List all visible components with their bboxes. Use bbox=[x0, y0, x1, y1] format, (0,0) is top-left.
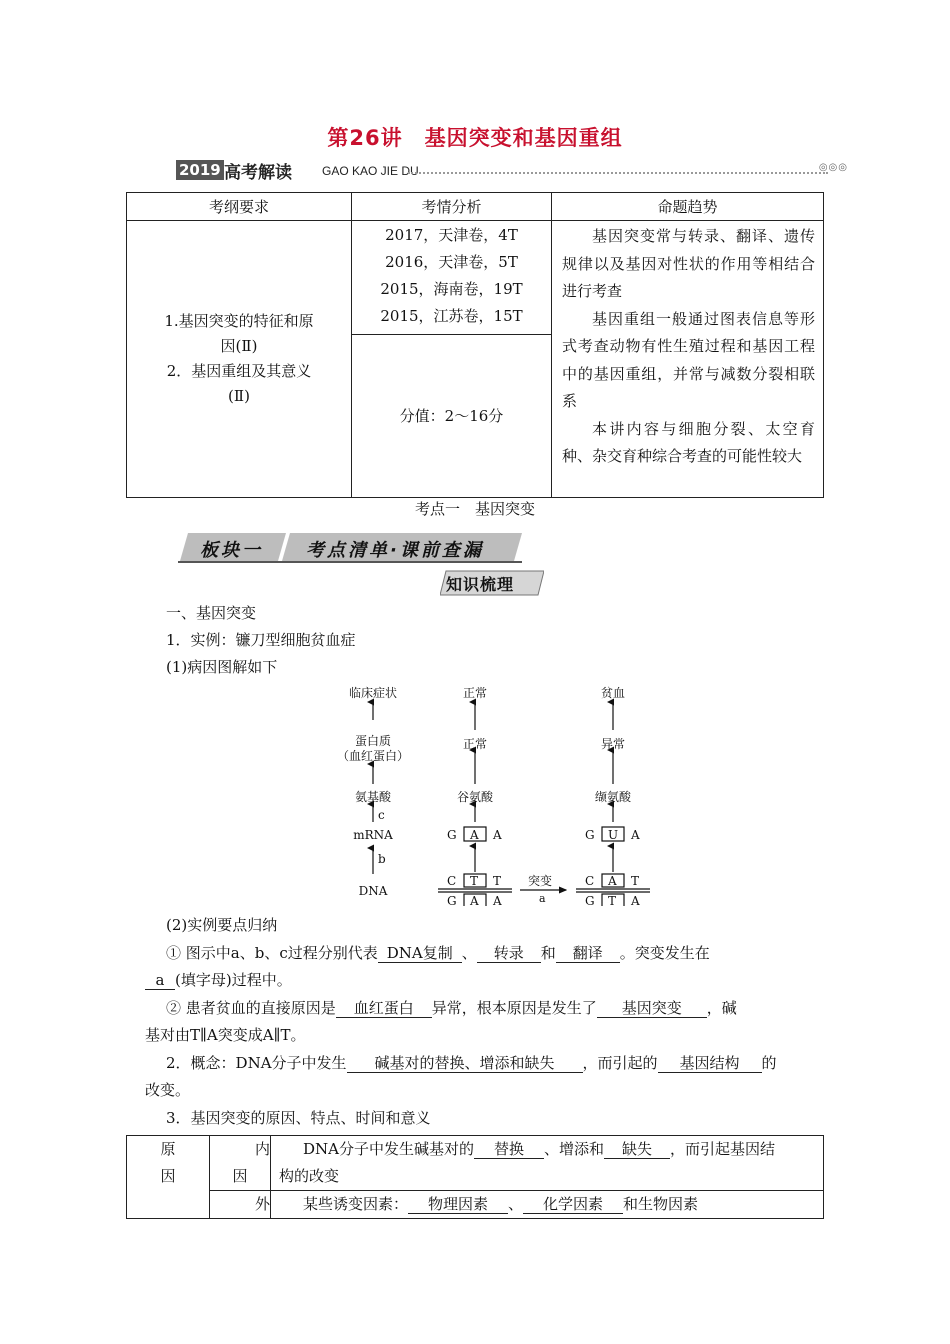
requirement-line: 因(Ⅱ) bbox=[220, 337, 258, 355]
base-letter: T bbox=[470, 874, 479, 888]
banner-pinyin: GAO KAO JIE DU bbox=[322, 164, 419, 178]
answer-blank: a bbox=[145, 972, 175, 990]
base-letter: G bbox=[447, 828, 457, 842]
trend-paragraph: 基因突变常与转录、翻译、遗传规律以及基因对性状的作用等相结合进行考查 bbox=[562, 227, 815, 300]
mutation-process-label: a bbox=[539, 892, 546, 905]
point-1-text: ① 图示中a、b、c过程分别代表 bbox=[166, 944, 378, 962]
header-trends: 命题趋势 bbox=[552, 193, 824, 221]
diagram-label: 正常 bbox=[462, 737, 487, 751]
banner-dotted-line bbox=[408, 172, 828, 174]
base-letter: T bbox=[608, 894, 617, 908]
inner-text: DNA分子中发生碱基对的 bbox=[303, 1140, 474, 1158]
point-2-text: 异常，根本原因是发生了 bbox=[431, 999, 597, 1017]
mutation-label: 突变 bbox=[528, 874, 553, 888]
outer-text: 、 bbox=[508, 1195, 524, 1213]
kaodian-heading: 考点一 基因突变 bbox=[414, 500, 535, 518]
diagram-label: （血红蛋白） bbox=[336, 749, 409, 763]
section-banner-left: 板块一 bbox=[200, 540, 263, 561]
separator: 、 bbox=[461, 944, 477, 962]
base-letter: T bbox=[493, 874, 502, 888]
outer-label-cell: 外 bbox=[210, 1191, 271, 1219]
point-1 bbox=[166, 940, 710, 967]
answer-blank: 碱基对的替换、增添和缺失 bbox=[347, 1055, 583, 1073]
diagram-label: 蛋白质 bbox=[354, 734, 391, 748]
base-letter: A bbox=[470, 894, 479, 908]
base-letter: A bbox=[493, 828, 502, 842]
trend-paragraph: 基因重组一般通过图表信息等形式考查动物有性生殖过程和基因工程中的基因重组，并常与减数分裂相联系 bbox=[562, 309, 815, 410]
concept-text: 的 bbox=[761, 1054, 777, 1072]
section-banner bbox=[178, 531, 522, 563]
diagram-label: mRNA bbox=[353, 828, 393, 842]
exam-overview-table bbox=[126, 192, 824, 498]
base-letter: C bbox=[585, 874, 595, 888]
base-letter: G bbox=[447, 894, 457, 908]
base-letter: A bbox=[493, 894, 502, 908]
outer-text: 和生物因素 bbox=[623, 1195, 699, 1213]
heading-gene-mutation: 一、基因突变 bbox=[166, 604, 257, 622]
sub-key-points: (2)实例要点归纳 bbox=[166, 916, 278, 934]
diagram-process-label: c bbox=[378, 808, 385, 822]
diagram-process-label: b bbox=[378, 852, 386, 866]
page-title: 第26讲 基因突变和基因重组 bbox=[327, 126, 623, 150]
pathogenesis-diagram bbox=[330, 680, 660, 906]
inner-text: 构的改变 bbox=[279, 1167, 340, 1185]
diagram-label: 贫血 bbox=[600, 686, 625, 700]
requirements-cell bbox=[127, 221, 352, 498]
answer-blank: 缺失 bbox=[604, 1141, 670, 1159]
concept-text: 2．概念：DNA分子中发生 bbox=[166, 1054, 347, 1072]
answer-blank: 化学因素 bbox=[523, 1196, 623, 1214]
banner-year: 2019 bbox=[176, 160, 224, 180]
point-2-text: ② 患者贫血的直接原因是 bbox=[166, 999, 336, 1017]
header-requirements: 考纲要求 bbox=[127, 193, 352, 221]
trends-cell bbox=[552, 221, 824, 498]
requirement-line: (Ⅱ) bbox=[228, 387, 250, 405]
banner-title: 高考解读 bbox=[224, 163, 292, 183]
item-3-heading: 3．基因突变的原因、特点、时间和意义 bbox=[166, 1109, 431, 1127]
separator: 和 bbox=[540, 944, 556, 962]
base-letter: C bbox=[447, 874, 457, 888]
point-2-text: ，碱 bbox=[706, 999, 737, 1017]
gaokao-banner bbox=[176, 158, 848, 182]
base-letter: A bbox=[631, 828, 640, 842]
base-letter: G bbox=[585, 828, 595, 842]
outer-text: 某些诱变因素： bbox=[303, 1195, 409, 1213]
analysis-line: 2015，江苏卷，15T bbox=[380, 307, 523, 325]
analysis-line: 2015，海南卷，19T bbox=[380, 280, 523, 298]
point-2-line2: 基对由T∥A突变成A∥T。 bbox=[145, 1026, 306, 1044]
answer-blank: 替换 bbox=[474, 1141, 544, 1159]
trend-paragraph: 本讲内容与细胞分裂、太空育种、杂交育种综合考查的可能性较大 bbox=[562, 419, 815, 465]
score-cell: 分值：2～16分 bbox=[352, 335, 552, 498]
inner-label-cell bbox=[210, 1136, 271, 1191]
diagram-label: 氨基酸 bbox=[354, 790, 391, 804]
answer-blank: 血红蛋白 bbox=[336, 1000, 432, 1018]
point-1-text: 。突变发生在 bbox=[619, 944, 710, 962]
cause-label-cell bbox=[127, 1136, 210, 1219]
mutation-cause-table bbox=[126, 1135, 824, 1219]
answer-blank: 转录 bbox=[477, 945, 541, 963]
answer-blank: DNA复制 bbox=[378, 945, 462, 963]
knowledge-label: 知识梳理 bbox=[446, 575, 515, 594]
base-letter: A bbox=[631, 894, 640, 908]
diagram-label: DNA bbox=[358, 884, 388, 898]
concept-line2: 改变。 bbox=[145, 1081, 191, 1099]
diagram-label: 缬氨酸 bbox=[594, 790, 631, 804]
requirement-line: 1.基因突变的特征和原 bbox=[164, 312, 314, 330]
cause-label: 原 bbox=[160, 1140, 176, 1158]
outer-cause-cell bbox=[271, 1191, 824, 1219]
answer-blank: 基因突变 bbox=[597, 1000, 707, 1018]
header-analysis: 考情分析 bbox=[352, 193, 552, 221]
inner-label: 因 bbox=[232, 1167, 248, 1185]
analysis-cell bbox=[352, 221, 552, 335]
diagram-label: 正常 bbox=[462, 686, 487, 700]
point-1-text: (填字母)过程中。 bbox=[175, 971, 292, 989]
point-2 bbox=[166, 995, 737, 1022]
answer-blank: 物理因素 bbox=[408, 1196, 508, 1214]
banner-circles-icon: ◎◎◎ bbox=[818, 162, 848, 173]
cause-label: 因 bbox=[160, 1167, 176, 1185]
section-banner-right: 考点清单·课前查漏 bbox=[306, 540, 484, 561]
answer-blank: 翻译 bbox=[556, 945, 620, 963]
base-letter: A bbox=[608, 874, 617, 888]
diagram-label: 异常 bbox=[600, 737, 625, 751]
concept-text: ，而引起的 bbox=[582, 1054, 658, 1072]
base-letter: G bbox=[585, 894, 595, 908]
concept bbox=[166, 1050, 777, 1077]
base-letter: T bbox=[631, 874, 640, 888]
requirement-line: 2．基因重组及其意义 bbox=[166, 362, 312, 380]
base-letter: A bbox=[470, 828, 479, 842]
item-example: 1．实例：镰刀型细胞贫血症 bbox=[166, 631, 356, 649]
analysis-line: 2017，天津卷，4T bbox=[385, 226, 518, 244]
analysis-line: 2016，天津卷，5T bbox=[385, 253, 518, 271]
inner-text: ，而引起基因结 bbox=[670, 1140, 776, 1158]
diagram-label: 谷氨酸 bbox=[456, 790, 493, 804]
diagram-label: 临床症状 bbox=[348, 686, 397, 700]
knowledge-label-box bbox=[440, 570, 544, 596]
inner-text: 、增添和 bbox=[544, 1140, 605, 1158]
inner-cause-cell bbox=[271, 1136, 824, 1191]
answer-blank: 基因结构 bbox=[658, 1055, 762, 1073]
point-1-line2 bbox=[145, 967, 292, 994]
sub-diagram-intro: (1)病因图解如下 bbox=[166, 658, 278, 676]
inner-label: 内 bbox=[254, 1140, 270, 1158]
base-letter: U bbox=[608, 828, 619, 842]
